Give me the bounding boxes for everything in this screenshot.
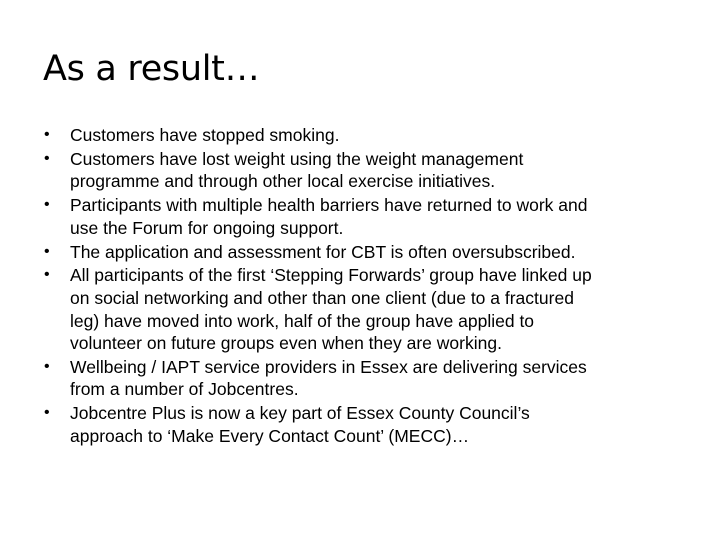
bullet-line: Wellbeing / IAPT service providers in Essex are delivering services <box>70 356 587 377</box>
bullet-icon: • <box>44 126 50 143</box>
bullet-text <box>70 356 670 401</box>
bullet-line: on social networking and other than one client (due to a fractured <box>70 287 574 308</box>
bullet-icon: • <box>44 242 50 260</box>
bullet-line: volunteer on future groups even when they are working. <box>70 333 502 354</box>
bullet-item-weight-loss <box>0 148 720 193</box>
bullet-icon: • <box>44 149 50 167</box>
bullet-item-returned-to-work <box>0 194 720 239</box>
bullet-item-stepping-forwards <box>0 264 720 354</box>
bullet-list <box>0 124 720 447</box>
bullet-item-stopped-smoking <box>0 124 720 147</box>
bullet-text <box>70 264 670 354</box>
slide-title: As a result… <box>43 49 260 89</box>
bullet-text <box>70 148 670 193</box>
bullet-icon: • <box>44 357 50 375</box>
bullet-line: The application and assessment for CBT is often oversubscribed. <box>70 241 576 262</box>
bullet-icon: • <box>44 266 50 284</box>
bullet-icon: • <box>44 196 50 214</box>
bullet-text <box>70 124 670 147</box>
bullet-item-wellbeing-iapt <box>0 356 720 401</box>
bullet-item-cbt-oversubscribed <box>0 241 720 264</box>
bullet-line: Customers have stopped smoking. <box>70 125 340 145</box>
bullet-line: programme and through other local exercise initiatives. <box>70 171 496 192</box>
bullet-icon: • <box>44 404 50 422</box>
bullet-line: from a number of Jobcentres. <box>70 379 299 400</box>
bullet-line: All participants of the first ‘Stepping Forwards’ group have linked up <box>70 265 592 286</box>
bullet-line: use the Forum for ongoing support. <box>70 217 344 238</box>
bullet-line: Participants with multiple health barriers have returned to work and <box>70 195 588 216</box>
bullet-line: leg) have moved into work, half of the group have applied to <box>70 310 535 331</box>
bullet-text <box>70 402 670 447</box>
bullet-text <box>70 194 670 239</box>
bullet-line: Customers have lost weight using the weight management <box>70 148 524 169</box>
bullet-item-mecc <box>0 402 720 447</box>
bullet-line: Jobcentre Plus is now a key part of Essex County Council’s <box>70 403 530 424</box>
bullet-text <box>70 241 670 264</box>
bullet-line: approach to ‘Make Every Contact Count’ (MECC)… <box>70 425 470 446</box>
